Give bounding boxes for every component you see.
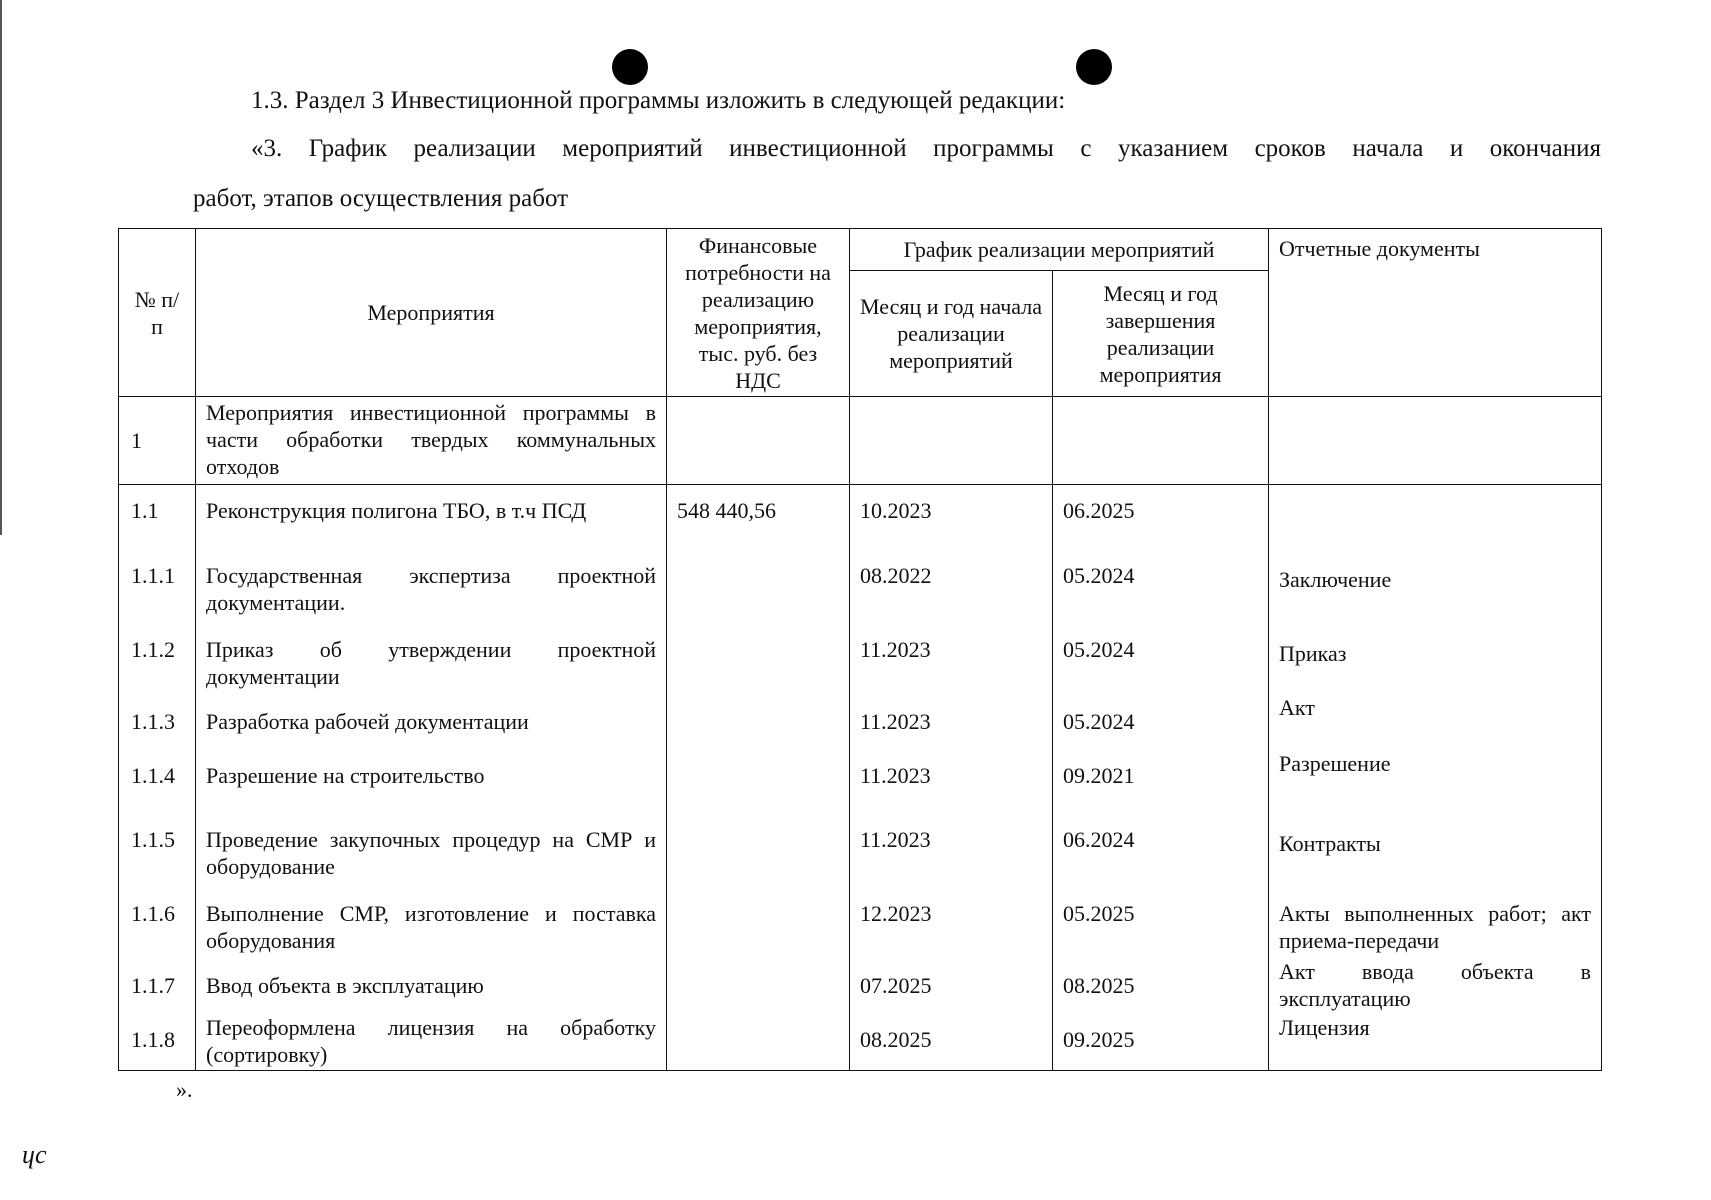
cell-finance [667, 550, 850, 626]
cell-end: 05.2024 [1053, 692, 1269, 746]
cell-num: 1.1.8 [119, 1014, 196, 1071]
cell-doc: Акт ввода объекта в эксплуатацию [1269, 956, 1602, 1014]
table-row [119, 746, 1602, 808]
cell-num: 1.1.7 [119, 956, 196, 1014]
table-row [119, 1014, 1602, 1071]
cell-start: 11.2023 [850, 746, 1053, 808]
cell-start: 11.2023 [850, 626, 1053, 692]
section-title-line-2: работ, этапов осуществления работ [193, 185, 569, 212]
cell-end [1053, 397, 1269, 485]
cell-num: 1.1.6 [119, 888, 196, 956]
cell-num: 1.1.2 [119, 626, 196, 692]
header-num: № п/п [119, 229, 196, 397]
cell-doc [1269, 485, 1602, 550]
table-row [119, 485, 1602, 550]
cell-doc: Лицензия [1269, 1014, 1602, 1071]
cell-end: 08.2025 [1053, 956, 1269, 1014]
cell-finance: 548 440,56 [667, 485, 850, 550]
cell-finance [667, 808, 850, 888]
cell-finance [667, 746, 850, 808]
cell-doc: Акты выполненных работ; акт приема-передачи [1269, 888, 1602, 956]
cell-finance [667, 397, 850, 485]
cell-end: 09.2025 [1053, 1014, 1269, 1071]
cell-activity: Выполнение СМР, изготовление и поставка оборудования [196, 888, 667, 956]
schedule-table [118, 228, 1602, 1071]
cell-activity: Разрешение на строительство [196, 746, 667, 808]
punch-hole [1076, 49, 1112, 85]
cell-end: 06.2024 [1053, 808, 1269, 888]
cell-start: 11.2023 [850, 808, 1053, 888]
header-activities: Мероприятия [196, 229, 667, 397]
handwritten-initials: ɥc [22, 1140, 47, 1169]
section-title-line-1: «3. График реализации мероприятий инвестиционной программы с указанием сроков начала и окончания [251, 135, 1601, 162]
cell-num: 1.1.3 [119, 692, 196, 746]
header-documents: Отчетные документы [1269, 229, 1602, 397]
cell-activity: Разработка рабочей документации [196, 692, 667, 746]
table-row [119, 956, 1602, 1014]
cell-activity: Мероприятия инвестиционной программы в части обработки твердых коммунальных отходов [196, 397, 667, 485]
table-row [119, 550, 1602, 626]
table-row [119, 888, 1602, 956]
cell-activity: Ввод объекта в эксплуатацию [196, 956, 667, 1014]
punch-hole [612, 49, 648, 85]
cell-activity: Переоформлена лицензия на обработку (сортировку) [196, 1014, 667, 1071]
cell-end: 05.2024 [1053, 626, 1269, 692]
cell-finance [667, 956, 850, 1014]
cell-activity: Проведение закупочных процедур на СМР и оборудование [196, 808, 667, 888]
cell-activity: Приказ об утверждении проектной документации [196, 626, 667, 692]
cell-start: 07.2025 [850, 956, 1053, 1014]
table-row [119, 397, 1602, 485]
closing-quote: ». [176, 1077, 193, 1102]
cell-end: 05.2024 [1053, 550, 1269, 626]
cell-doc: Заключение [1269, 550, 1602, 626]
cell-num: 1.1 [119, 485, 196, 550]
header-end: Месяц и год завершения реализации мероприятия [1053, 271, 1269, 397]
table-row [119, 692, 1602, 746]
cell-num: 1.1.5 [119, 808, 196, 888]
cell-start [850, 397, 1053, 485]
cell-doc: Акт [1269, 692, 1602, 746]
header-finance: Финансовые потребности на реализацию мероприятия, тыс. руб. без НДС [667, 229, 850, 397]
table-row [119, 626, 1602, 692]
cell-start: 11.2023 [850, 692, 1053, 746]
amendment-item: 1.3. Раздел 3 Инвестиционной программы изложить в следующей редакции: [251, 87, 1066, 114]
header-start: Месяц и год начала реализации мероприятий [850, 271, 1053, 397]
table-row [119, 808, 1602, 888]
cell-finance [667, 888, 850, 956]
cell-finance [667, 692, 850, 746]
cell-num: 1.1.4 [119, 746, 196, 808]
cell-activity: Реконструкция полигона ТБО, в т.ч ПСД [196, 485, 667, 550]
cell-start: 08.2025 [850, 1014, 1053, 1071]
cell-doc: Контракты [1269, 808, 1602, 888]
cell-doc: Разрешение [1269, 746, 1602, 808]
page-margin-line [0, 0, 2, 535]
cell-finance [667, 626, 850, 692]
cell-activity: Государственная экспертиза проектной документации. [196, 550, 667, 626]
cell-num: 1.1.1 [119, 550, 196, 626]
cell-num: 1 [119, 397, 196, 485]
cell-end: 09.2021 [1053, 746, 1269, 808]
cell-start: 12.2023 [850, 888, 1053, 956]
cell-finance [667, 1014, 850, 1071]
cell-doc [1269, 397, 1602, 485]
header-schedule: График реализации мероприятий [850, 229, 1269, 271]
cell-doc: Приказ [1269, 626, 1602, 692]
cell-start: 10.2023 [850, 485, 1053, 550]
cell-start: 08.2022 [850, 550, 1053, 626]
cell-end: 06.2025 [1053, 485, 1269, 550]
cell-end: 05.2025 [1053, 888, 1269, 956]
